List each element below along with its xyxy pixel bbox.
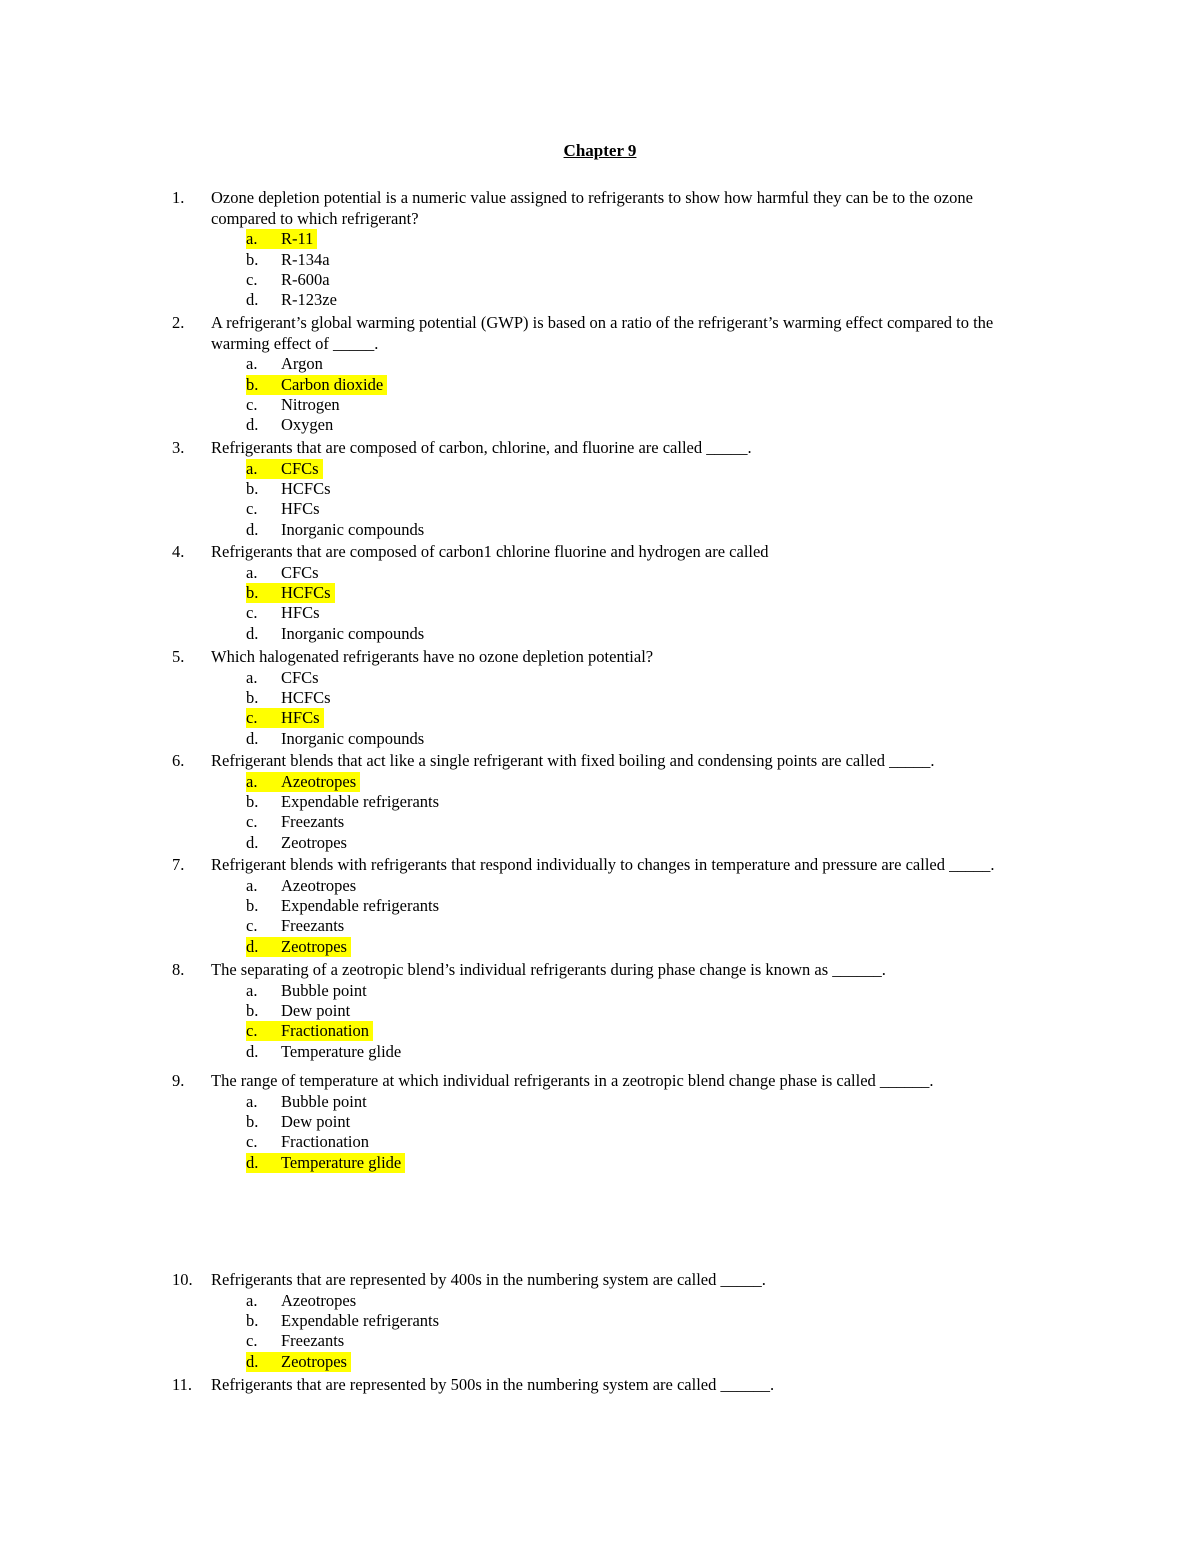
option-letter: b.	[246, 895, 259, 915]
option-text: R-600a	[281, 269, 330, 289]
question-text: Ozone depletion potential is a numeric value assigned to refrigerants to show how harmful they can be to the ozone	[211, 188, 973, 207]
question-text: The separating of a zeotropic blend’s individual refrigerants during phase change is known as ______.	[211, 960, 886, 979]
answer-option	[246, 1291, 360, 1311]
option-text: Zeotropes	[281, 1351, 347, 1371]
option-letter: a.	[246, 229, 258, 249]
question-number: 6.	[172, 751, 185, 770]
option-text: Dew point	[281, 1000, 351, 1020]
option-text: Freezants	[281, 916, 345, 936]
answer-option-correct	[246, 708, 324, 728]
question-number: 3.	[172, 438, 185, 457]
question-text: Refrigerants that are represented by 500s in the numbering system are called ______.	[211, 1375, 775, 1394]
option-letter: d.	[246, 1041, 259, 1061]
option-letter: d.	[246, 623, 259, 643]
answer-option	[246, 270, 334, 290]
option-letter: b.	[246, 478, 259, 498]
option-text: Expendable refrigerants	[281, 1310, 440, 1330]
answer-option	[246, 688, 335, 708]
answer-option	[246, 499, 324, 519]
answer-option-correct	[246, 937, 351, 957]
option-letter: b.	[246, 1111, 259, 1131]
answer-option	[246, 603, 324, 623]
option-letter: d.	[246, 519, 259, 539]
option-letter: a.	[246, 562, 258, 582]
answer-option	[246, 1092, 371, 1112]
answer-option	[246, 1001, 354, 1021]
option-letter: c.	[246, 708, 258, 728]
answer-option	[246, 1132, 373, 1152]
question-text: compared to which refrigerant?	[211, 208, 419, 228]
answer-option-correct	[246, 375, 387, 395]
answer-option-correct	[246, 1021, 373, 1041]
answer-option	[246, 624, 428, 644]
option-text: Argon	[281, 354, 323, 374]
option-text: Freezants	[281, 812, 345, 832]
question-text: Refrigerants that are composed of carbon, chlorine, and fluorine are called _____.	[211, 438, 752, 457]
option-letter: a.	[246, 771, 258, 791]
question-number: 8.	[172, 960, 185, 979]
option-letter: c.	[246, 1132, 258, 1152]
option-text: HCFCs	[281, 478, 331, 498]
answer-option	[246, 563, 323, 583]
option-text: Expendable refrigerants	[281, 895, 440, 915]
option-letter: a.	[246, 667, 258, 687]
option-text: Azeotropes	[281, 771, 357, 791]
page-title: Chapter 9	[563, 141, 637, 160]
question-text: Which halogenated refrigerants have no ozone depletion potential?	[211, 647, 654, 666]
option-letter: d.	[246, 936, 259, 956]
option-letter: a.	[246, 1290, 258, 1310]
option-text: HFCs	[281, 499, 320, 519]
answer-option	[246, 981, 371, 1001]
option-text: HFCs	[281, 708, 320, 728]
answer-option-correct	[246, 583, 335, 603]
answer-option	[246, 668, 323, 688]
option-letter: c.	[246, 1021, 258, 1041]
option-letter: a.	[246, 458, 258, 478]
option-text: Dew point	[281, 1111, 351, 1131]
question-number: 1.	[172, 188, 185, 207]
question-text: Refrigerants that are composed of carbon1 chlorine fluorine and hydrogen are called	[211, 542, 769, 561]
option-text: Nitrogen	[281, 394, 340, 414]
question-number: 11.	[172, 1375, 193, 1394]
option-text: Bubble point	[281, 980, 367, 1000]
option-letter: a.	[246, 354, 258, 374]
answer-option	[246, 290, 341, 310]
option-text: Carbon dioxide	[281, 374, 384, 394]
option-letter: c.	[246, 603, 258, 623]
question-number: 7.	[172, 855, 185, 874]
question-number: 9.	[172, 1071, 185, 1090]
option-text: Fractionation	[281, 1021, 369, 1041]
answer-option	[246, 792, 443, 812]
option-text: Azeotropes	[281, 1290, 357, 1310]
option-letter: c.	[246, 812, 258, 832]
option-text: CFCs	[281, 562, 319, 582]
answer-option	[246, 833, 351, 853]
option-letter: b.	[246, 1310, 259, 1330]
option-text: Oxygen	[281, 415, 334, 435]
answer-option	[246, 812, 348, 832]
answer-option	[246, 395, 344, 415]
option-text: Temperature glide	[281, 1041, 402, 1061]
question-number: 4.	[172, 542, 185, 561]
option-letter: b.	[246, 249, 259, 269]
answer-option	[246, 916, 348, 936]
answer-option	[246, 1042, 405, 1062]
option-text: R-123ze	[281, 290, 337, 310]
question-text: Refrigerant blends that act like a single refrigerant with fixed boiling and condensing points are called _____.	[211, 751, 935, 770]
answer-option	[246, 1331, 348, 1351]
option-text: HFCs	[281, 603, 320, 623]
option-text: Azeotropes	[281, 875, 357, 895]
option-letter: d.	[246, 1351, 259, 1371]
option-text: Inorganic compounds	[281, 728, 425, 748]
option-letter: d.	[246, 415, 259, 435]
option-text: Inorganic compounds	[281, 623, 425, 643]
option-text: R-11	[281, 229, 314, 249]
option-letter: c.	[246, 269, 258, 289]
option-letter: c.	[246, 916, 258, 936]
option-letter: b.	[246, 687, 259, 707]
answer-option	[246, 354, 327, 374]
option-letter: b.	[246, 582, 259, 602]
option-text: Zeotropes	[281, 832, 347, 852]
question-text: A refrigerant’s global warming potential (GWP) is based on a ratio of the refrigerant’s warming effect compared to the	[211, 313, 994, 332]
answer-option	[246, 729, 428, 749]
answer-option-correct	[246, 229, 317, 249]
option-letter: b.	[246, 791, 259, 811]
option-letter: c.	[246, 1331, 258, 1351]
answer-option	[246, 520, 428, 540]
option-letter: d.	[246, 1152, 259, 1172]
answer-option	[246, 1112, 354, 1132]
question-text: Refrigerants that are represented by 400s in the numbering system are called _____.	[211, 1270, 766, 1289]
option-letter: d.	[246, 728, 259, 748]
option-text: CFCs	[281, 667, 319, 687]
option-letter: d.	[246, 832, 259, 852]
option-text: Bubble point	[281, 1091, 367, 1111]
answer-option	[246, 896, 443, 916]
answer-option	[246, 250, 334, 270]
question-number: 10.	[172, 1270, 193, 1289]
answer-option-correct	[246, 1153, 405, 1173]
answer-option	[246, 415, 337, 435]
answer-option-correct	[246, 1352, 351, 1372]
option-letter: a.	[246, 980, 258, 1000]
option-text: HCFCs	[281, 582, 331, 602]
option-text: Temperature glide	[281, 1152, 402, 1172]
question-text: warming effect of _____.	[211, 333, 379, 353]
option-letter: b.	[246, 1000, 259, 1020]
option-text: Fractionation	[281, 1132, 369, 1152]
option-letter: c.	[246, 499, 258, 519]
option-letter: a.	[246, 1091, 258, 1111]
question-number: 2.	[172, 313, 185, 332]
option-letter: d.	[246, 290, 259, 310]
answer-option	[246, 479, 335, 499]
option-text: Expendable refrigerants	[281, 791, 440, 811]
option-text: HCFCs	[281, 687, 331, 707]
option-letter: c.	[246, 394, 258, 414]
option-text: CFCs	[281, 458, 319, 478]
answer-option	[246, 1311, 443, 1331]
option-text: Zeotropes	[281, 936, 347, 956]
question-number: 5.	[172, 647, 185, 666]
option-letter: b.	[246, 374, 259, 394]
option-text: R-134a	[281, 249, 330, 269]
question-text: Refrigerant blends with refrigerants that respond individually to changes in temperature and pressure are called _____.	[211, 855, 995, 874]
question-text: The range of temperature at which individual refrigerants in a zeotropic blend change phase is called ______.	[211, 1071, 934, 1090]
option-letter: a.	[246, 875, 258, 895]
option-text: Freezants	[281, 1331, 345, 1351]
option-text: Inorganic compounds	[281, 519, 425, 539]
answer-option-correct	[246, 772, 360, 792]
answer-option-correct	[246, 459, 323, 479]
answer-option	[246, 876, 360, 896]
